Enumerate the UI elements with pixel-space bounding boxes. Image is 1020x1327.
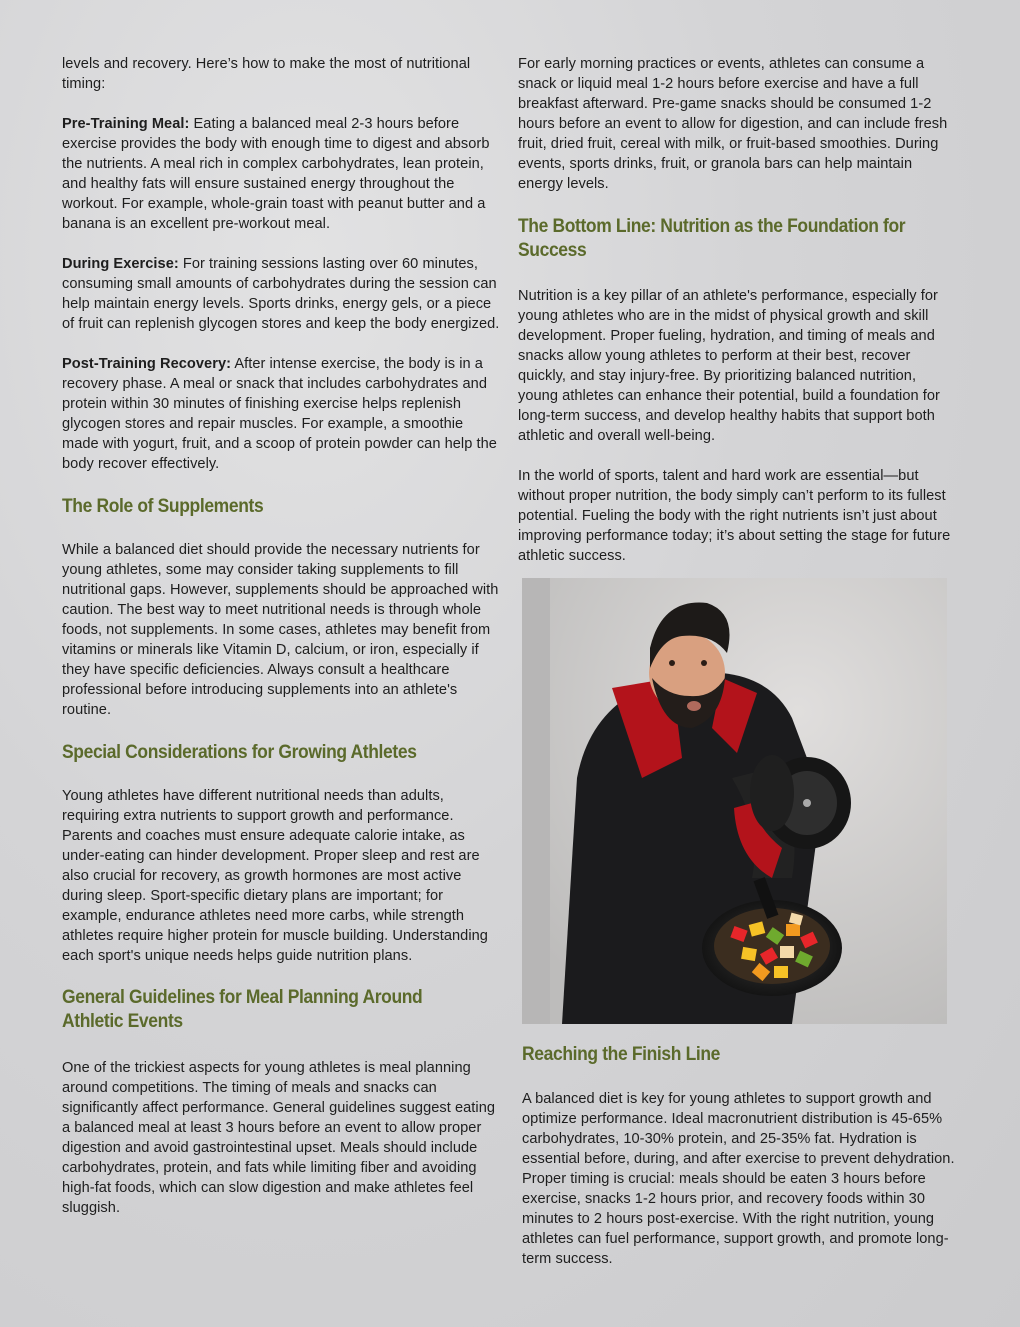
chef-illustration xyxy=(522,578,947,1024)
finish-paragraph: A balanced diet is key for young athletes to support growth and optimize performance. Ideal macronutrient distribution is 45-65% carbohydrates, 10-30% protein, and 25-35% fat. Hydration is essential before, during, and after exercise to prevent dehydration. Proper timing is crucial: meals should be eaten 3 hours before exercise, snacks 1-2 hours prior, and recovery foods within 30 minutes to 2 hours post-exercise. With the right nutrition, young athletes can fuel performance, support growth, and promote long-term success. xyxy=(522,1091,955,1267)
growing-athletes-paragraph: Young athletes have different nutritional needs than adults, requiring extra nutrients to support growth and performance. Parents and coaches must ensure adequate calorie intake, as under-eating can hinder development. Proper sleep and rest are also crucial for recovery, as growth hormones are most active during sleep. Sport-specific dietary plans are important; for example, endurance athletes need more carbs, while strength athletes require higher protein for muscle building. Understanding each sport's unique needs helps guide nutrition plans. xyxy=(62,788,488,964)
post-training-paragraph xyxy=(62,354,502,474)
supplements-heading: The Role of Supplements xyxy=(62,496,264,517)
intro-paragraph-tail: levels and recovery. Here’s how to make the most of nutritional timing: xyxy=(62,56,471,92)
during-exercise-label: During Exercise: xyxy=(62,256,179,272)
pre-training-label: Pre-Training Meal: xyxy=(62,116,190,132)
bottom-line-heading: The Bottom Line: Nutrition as the Foundation for Success xyxy=(518,216,906,261)
right-column xyxy=(518,54,960,566)
growing-athletes-heading: Special Considerations for Growing Athletes xyxy=(62,742,417,763)
finish-heading: Reaching the Finish Line xyxy=(522,1044,721,1065)
pre-training-text: Eating a balanced meal 2-3 hours before exercise provides the body with enough time to digest and absorb the nutrients. A meal rich in complex carbohydrates, lean protein, and healthy fats will ensure sustained energy throughout the workout. For example, whole-grain toast with peanut butter and a banana is an excellent pre-workout meal. xyxy=(62,116,490,232)
meal-planning-heading: General Guidelines for Meal Planning Around Athletic Events xyxy=(62,987,423,1032)
left-column xyxy=(62,54,502,1218)
bottom-line-paragraph-1: Nutrition is a key pillar of an athlete's performance, especially for young athletes who are in the midst of physical growth and skill development. Proper fueling, hydration, and timing of meals and snacks allow young athletes to perform at their best, recover quickly, and stay injury-free. By prioritizing balanced nutrition, young athletes can enhance their potential, build a foundation for long-term success, and develop healthy habits that support both athletic and overall well-being. xyxy=(518,288,940,444)
meal-planning-continued-paragraph: For early morning practices or events, athletes can consume a snack or liquid meal 1-2 hours before exercise and have a full breakfast afterward. Pre-game snacks should be consumed 1-2 hours before an event to allow for digestion, and can include fresh fruit, dried fruit, cereal with milk, or fruit-based smoothies. During events, sports drinks, fruit, or granola bars can help maintain energy levels. xyxy=(518,56,948,192)
bottom-line-paragraph-2: In the world of sports, talent and hard work are essential—but without proper nutrition, the body simply can’t perform to its fullest potential. Fueling the body with the right nutrients isn’t just about improving performance today; it’s about setting the stage for future athletic success. xyxy=(518,468,951,564)
post-training-text: After intense exercise, the body is in a recovery phase. A meal or snack that includes carbohydrates and protein within 30 minutes of finishing exercise helps replenish glycogen stores and repair muscles. For example, a smoothie made with yogurt, fruit, and a scoop of protein powder can help the body recover effectively. xyxy=(62,356,497,472)
chef-dumbbell-photo xyxy=(522,578,947,1024)
meal-planning-paragraph: One of the trickiest aspects for young athletes is meal planning around competitions. The timing of meals and snacks can significantly affect performance. General guidelines suggest eating a balanced meal at least 3 hours before an event to allow proper digestion and avoid gastrointestinal upset. Meals should include carbohydrates, protein, and fats while limiting fiber and avoiding high-fat foods, which can slow digestion and make athletes feel sluggish. xyxy=(62,1060,496,1216)
supplements-paragraph: While a balanced diet should provide the necessary nutrients for young athletes, some may consider taking supplements to fill nutritional gaps. However, supplements should be approached with caution. The best way to meet nutritional needs is through whole foods, not supplements. In some cases, athletes may benefit from vitamins or minerals like Vitamin D, calcium, or iron, especially if they have specific deficiencies. Always consult a healthcare professional before introducing supplements into an athlete's routine. xyxy=(62,542,499,718)
post-training-label: Post-Training Recovery: xyxy=(62,356,232,372)
pre-training-paragraph xyxy=(62,114,502,234)
finish-section xyxy=(522,1043,962,1269)
during-exercise-paragraph xyxy=(62,254,502,334)
during-exercise-text: For training sessions lasting over 60 minutes, consuming small amounts of carbohydrates during the session can help maintain energy levels. Sports drinks, energy gels, or a piece of fruit can replenish glycogen stores and keep the body energized. xyxy=(62,256,500,332)
